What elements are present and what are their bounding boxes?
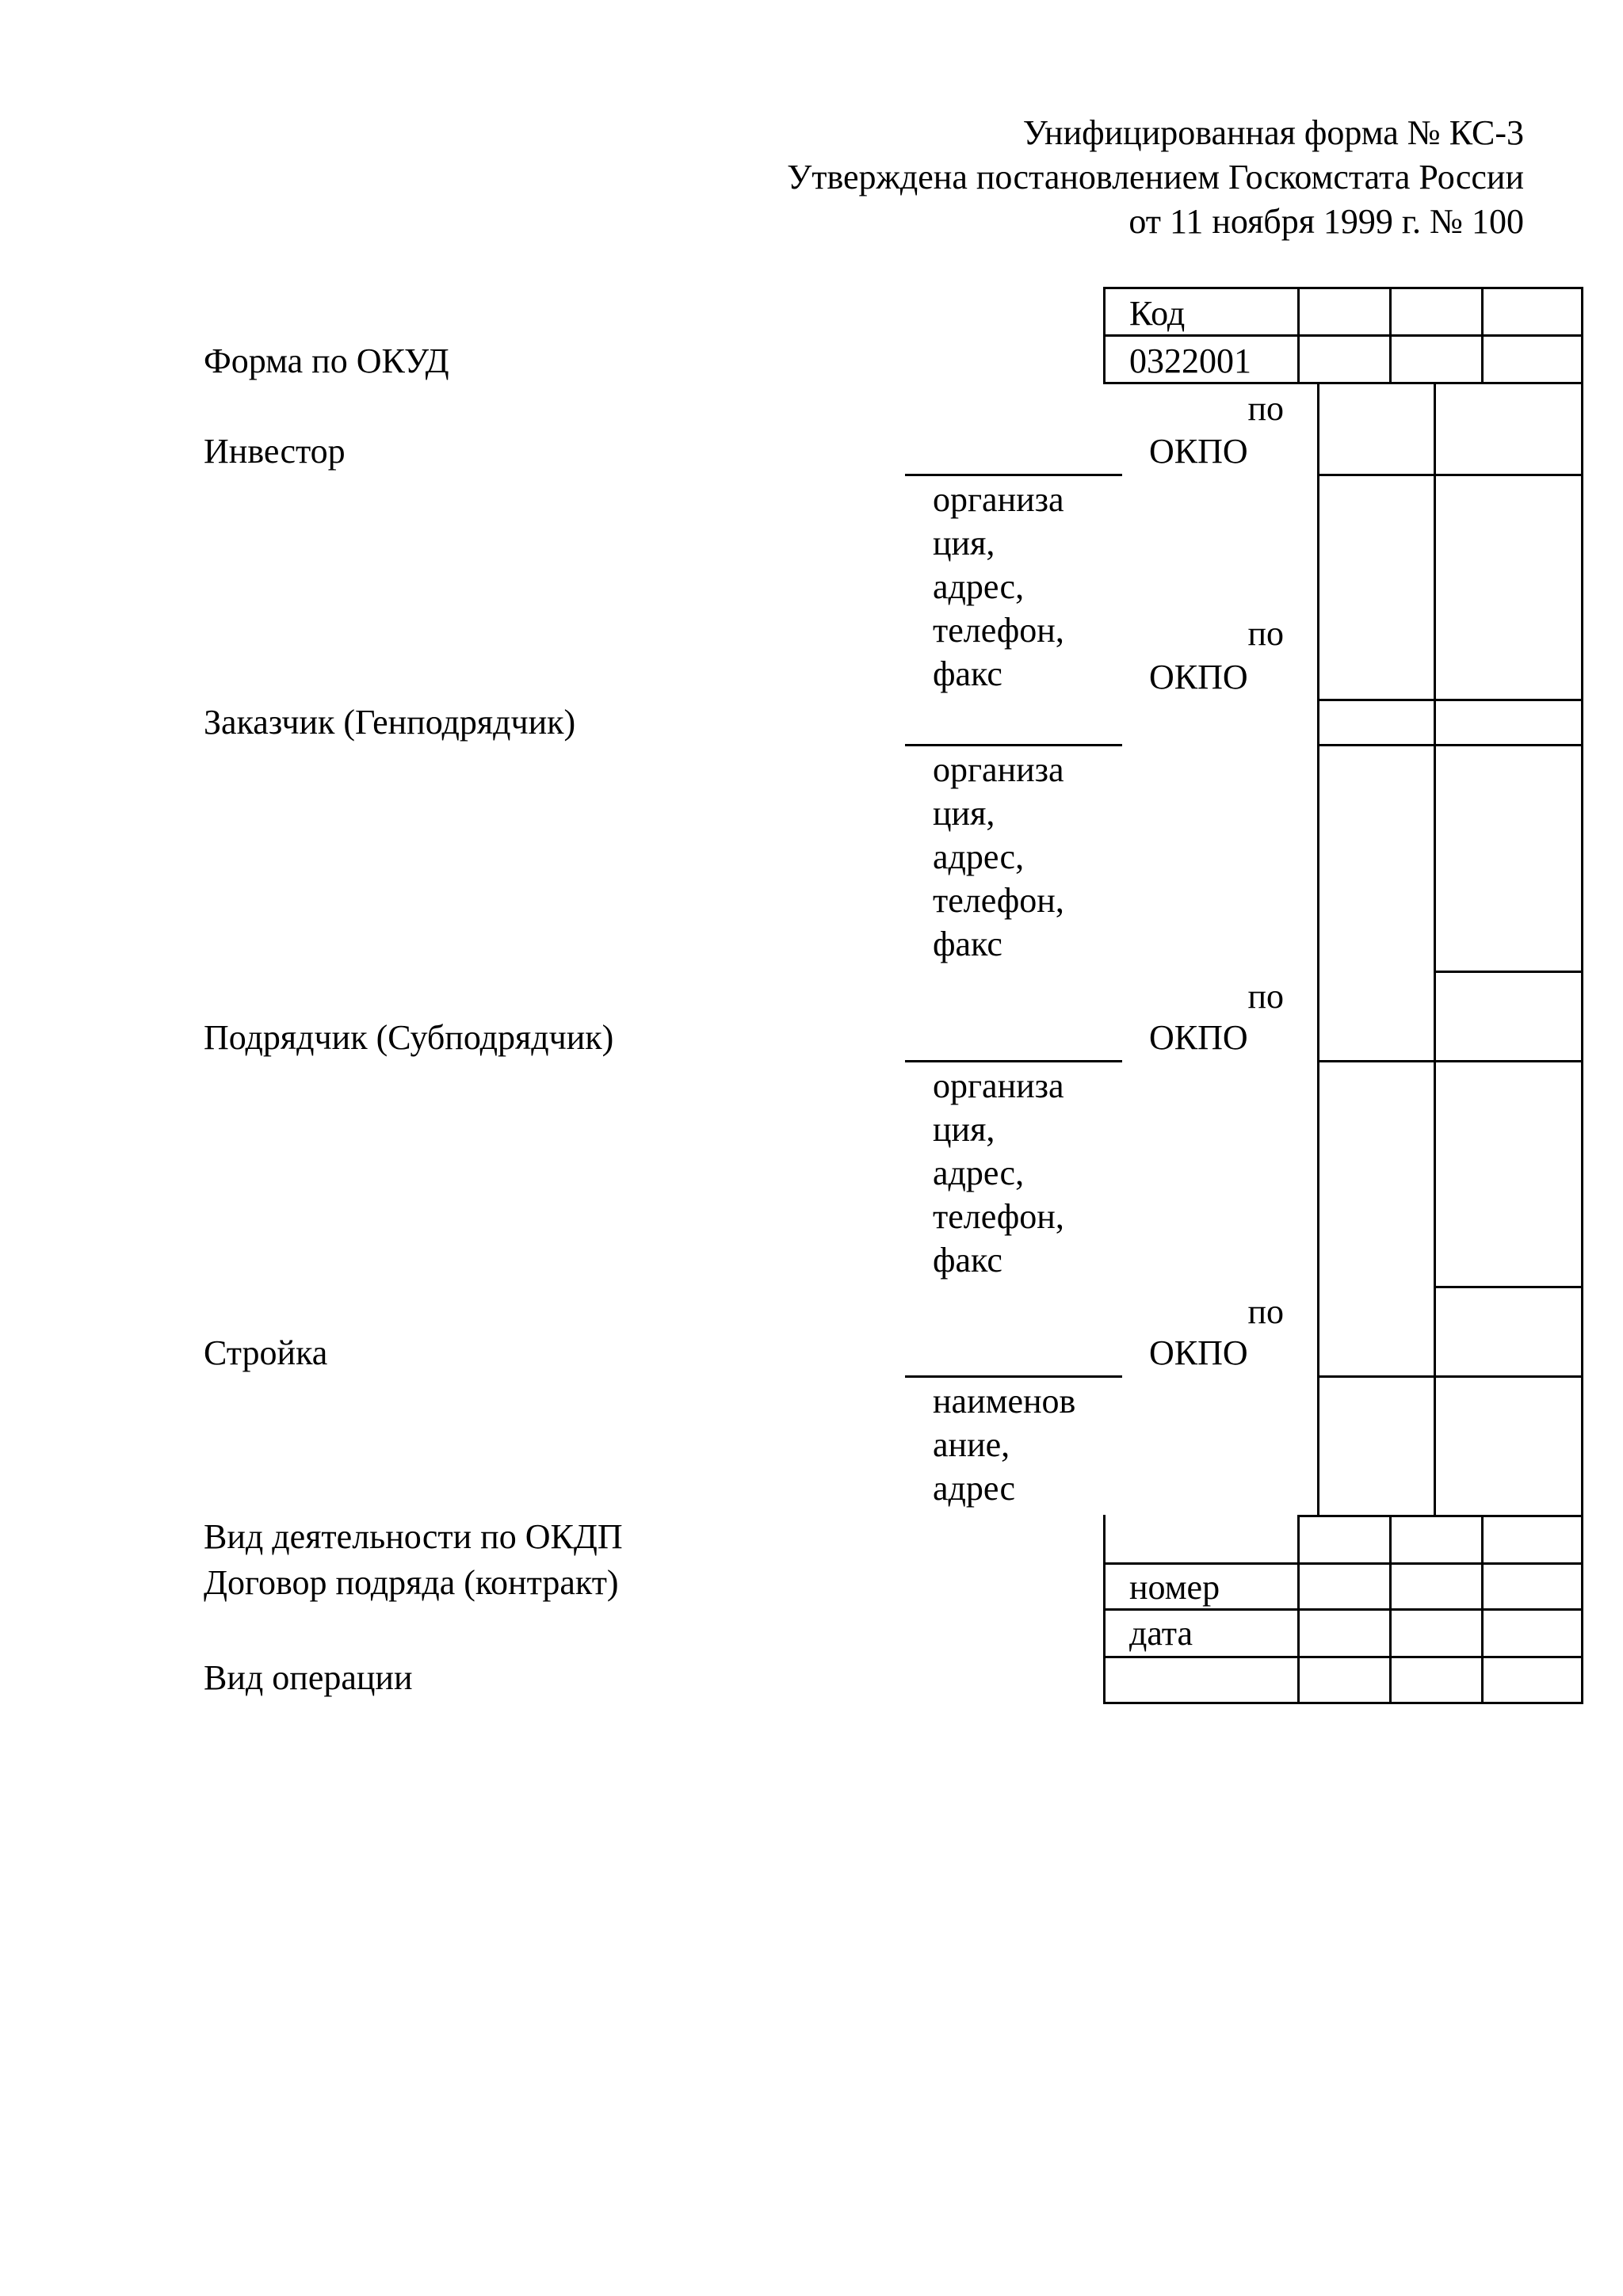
activity-label: Вид деятельности по ОКДП: [204, 1517, 623, 1556]
okpo-label-1: ОКПО: [1149, 432, 1248, 471]
okud-code-value: 0322001: [1129, 341, 1251, 380]
approval-line: Утверждена постановлением Госкомстата России: [787, 158, 1524, 196]
investor-field-line[interactable]: [905, 474, 1122, 476]
okud-label: Форма по ОКУД: [204, 341, 449, 380]
contractor-hint: организа ция, адрес, телефон, факс: [933, 1066, 1064, 1280]
investor-label: Инвестор: [204, 432, 346, 471]
customer-label: Заказчик (Генподрядчик): [204, 703, 576, 742]
construction-label: Стройка: [204, 1333, 328, 1372]
okpo-label-4: ОКПО: [1149, 1333, 1248, 1372]
okpo-po-1: по: [1247, 389, 1284, 428]
okpo-po-4: по: [1247, 1292, 1284, 1331]
investor-hint: организа ция, адрес, телефон, факс: [933, 480, 1064, 693]
contractor-label: Подрядчик (Субподрядчик): [204, 1018, 614, 1057]
customer-field-line[interactable]: [905, 744, 1122, 746]
contract-number-label: номер: [1129, 1568, 1220, 1607]
approval-date: от 11 ноября 1999 г. № 100: [1128, 202, 1524, 241]
contract-label: Договор подряда (контракт): [204, 1563, 619, 1602]
construction-field-line[interactable]: [905, 1375, 1122, 1378]
code-header: Код: [1129, 294, 1186, 333]
construction-hint: наименов ание, адрес: [933, 1382, 1076, 1508]
operation-label: Вид операции: [204, 1658, 413, 1697]
customer-hint: организа ция, адрес, телефон, факс: [933, 750, 1064, 963]
okpo-po-2: по: [1247, 614, 1284, 653]
okpo-label-2: ОКПО: [1149, 658, 1248, 696]
contractor-field-line[interactable]: [905, 1060, 1122, 1062]
okpo-label-3: ОКПО: [1149, 1018, 1248, 1057]
form-title: Унифицированная форма № КС-3: [1022, 113, 1524, 152]
okpo-po-3: по: [1247, 977, 1284, 1016]
contract-date-label: дата: [1129, 1614, 1193, 1653]
